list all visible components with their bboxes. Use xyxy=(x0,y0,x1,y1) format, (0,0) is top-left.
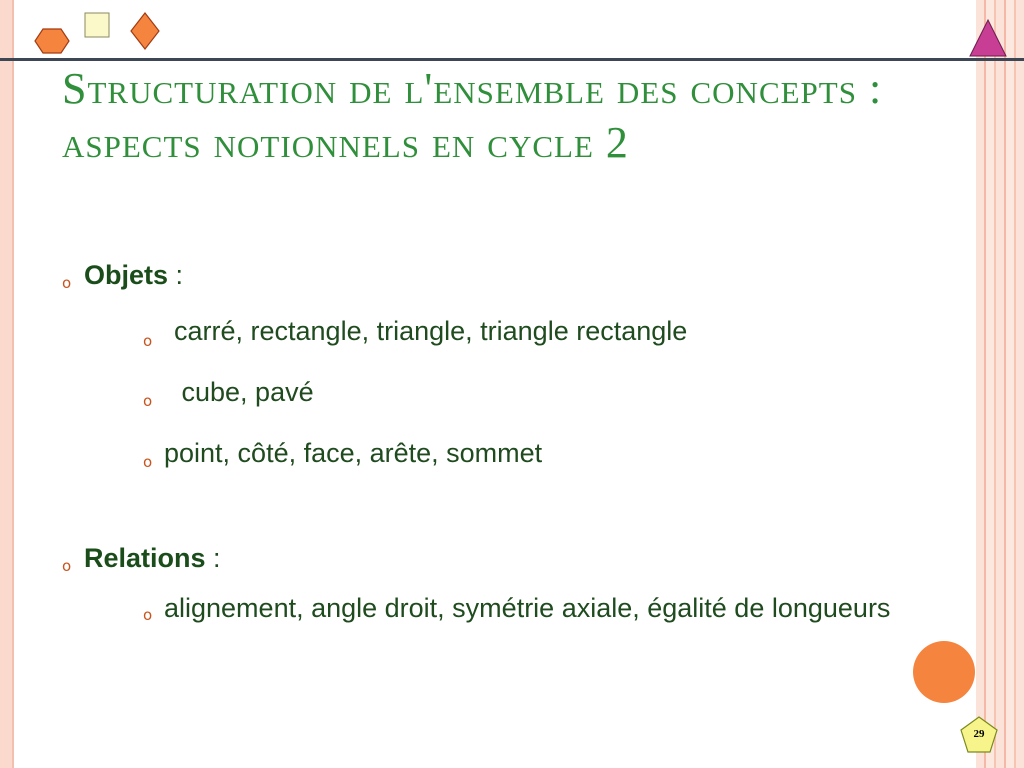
bullet-icon: o xyxy=(143,453,153,471)
relations-label: Relations xyxy=(84,543,206,573)
bullet-icon: o xyxy=(143,332,153,350)
bullet-icon: o xyxy=(62,557,72,575)
objets-heading xyxy=(84,260,183,291)
relations-heading xyxy=(84,543,221,574)
list-item: point, côté, face, arête, sommet xyxy=(164,438,543,468)
left-border-stripe xyxy=(0,0,14,768)
bullet-icon: o xyxy=(62,274,72,292)
list-item: carré, rectangle, triangle, triangle rectangle xyxy=(174,316,688,346)
page-number-badge xyxy=(960,716,998,754)
list-item: alignement, angle droit, symétrie axiale, égalité de longueurs xyxy=(164,593,891,623)
bullet-icon: o xyxy=(143,392,153,410)
right-border-stripes xyxy=(976,0,1024,768)
header-rule xyxy=(0,58,1024,61)
objets-suffix: : xyxy=(168,260,184,290)
slide-title: Structuration de l'ensemble des concepts : aspects notionnels en cycle 2 xyxy=(62,64,883,167)
page-number: 29 xyxy=(973,728,985,740)
triangle-icon xyxy=(968,18,1008,58)
list-item: cube, pavé xyxy=(174,377,314,407)
square-icon xyxy=(84,12,110,38)
objets-label: Objets xyxy=(84,260,169,290)
hexagon-icon xyxy=(34,28,70,54)
relations-suffix: : xyxy=(205,543,221,573)
diamond-icon xyxy=(130,12,160,50)
bullet-icon: o xyxy=(143,606,153,624)
circle-icon xyxy=(912,640,976,704)
